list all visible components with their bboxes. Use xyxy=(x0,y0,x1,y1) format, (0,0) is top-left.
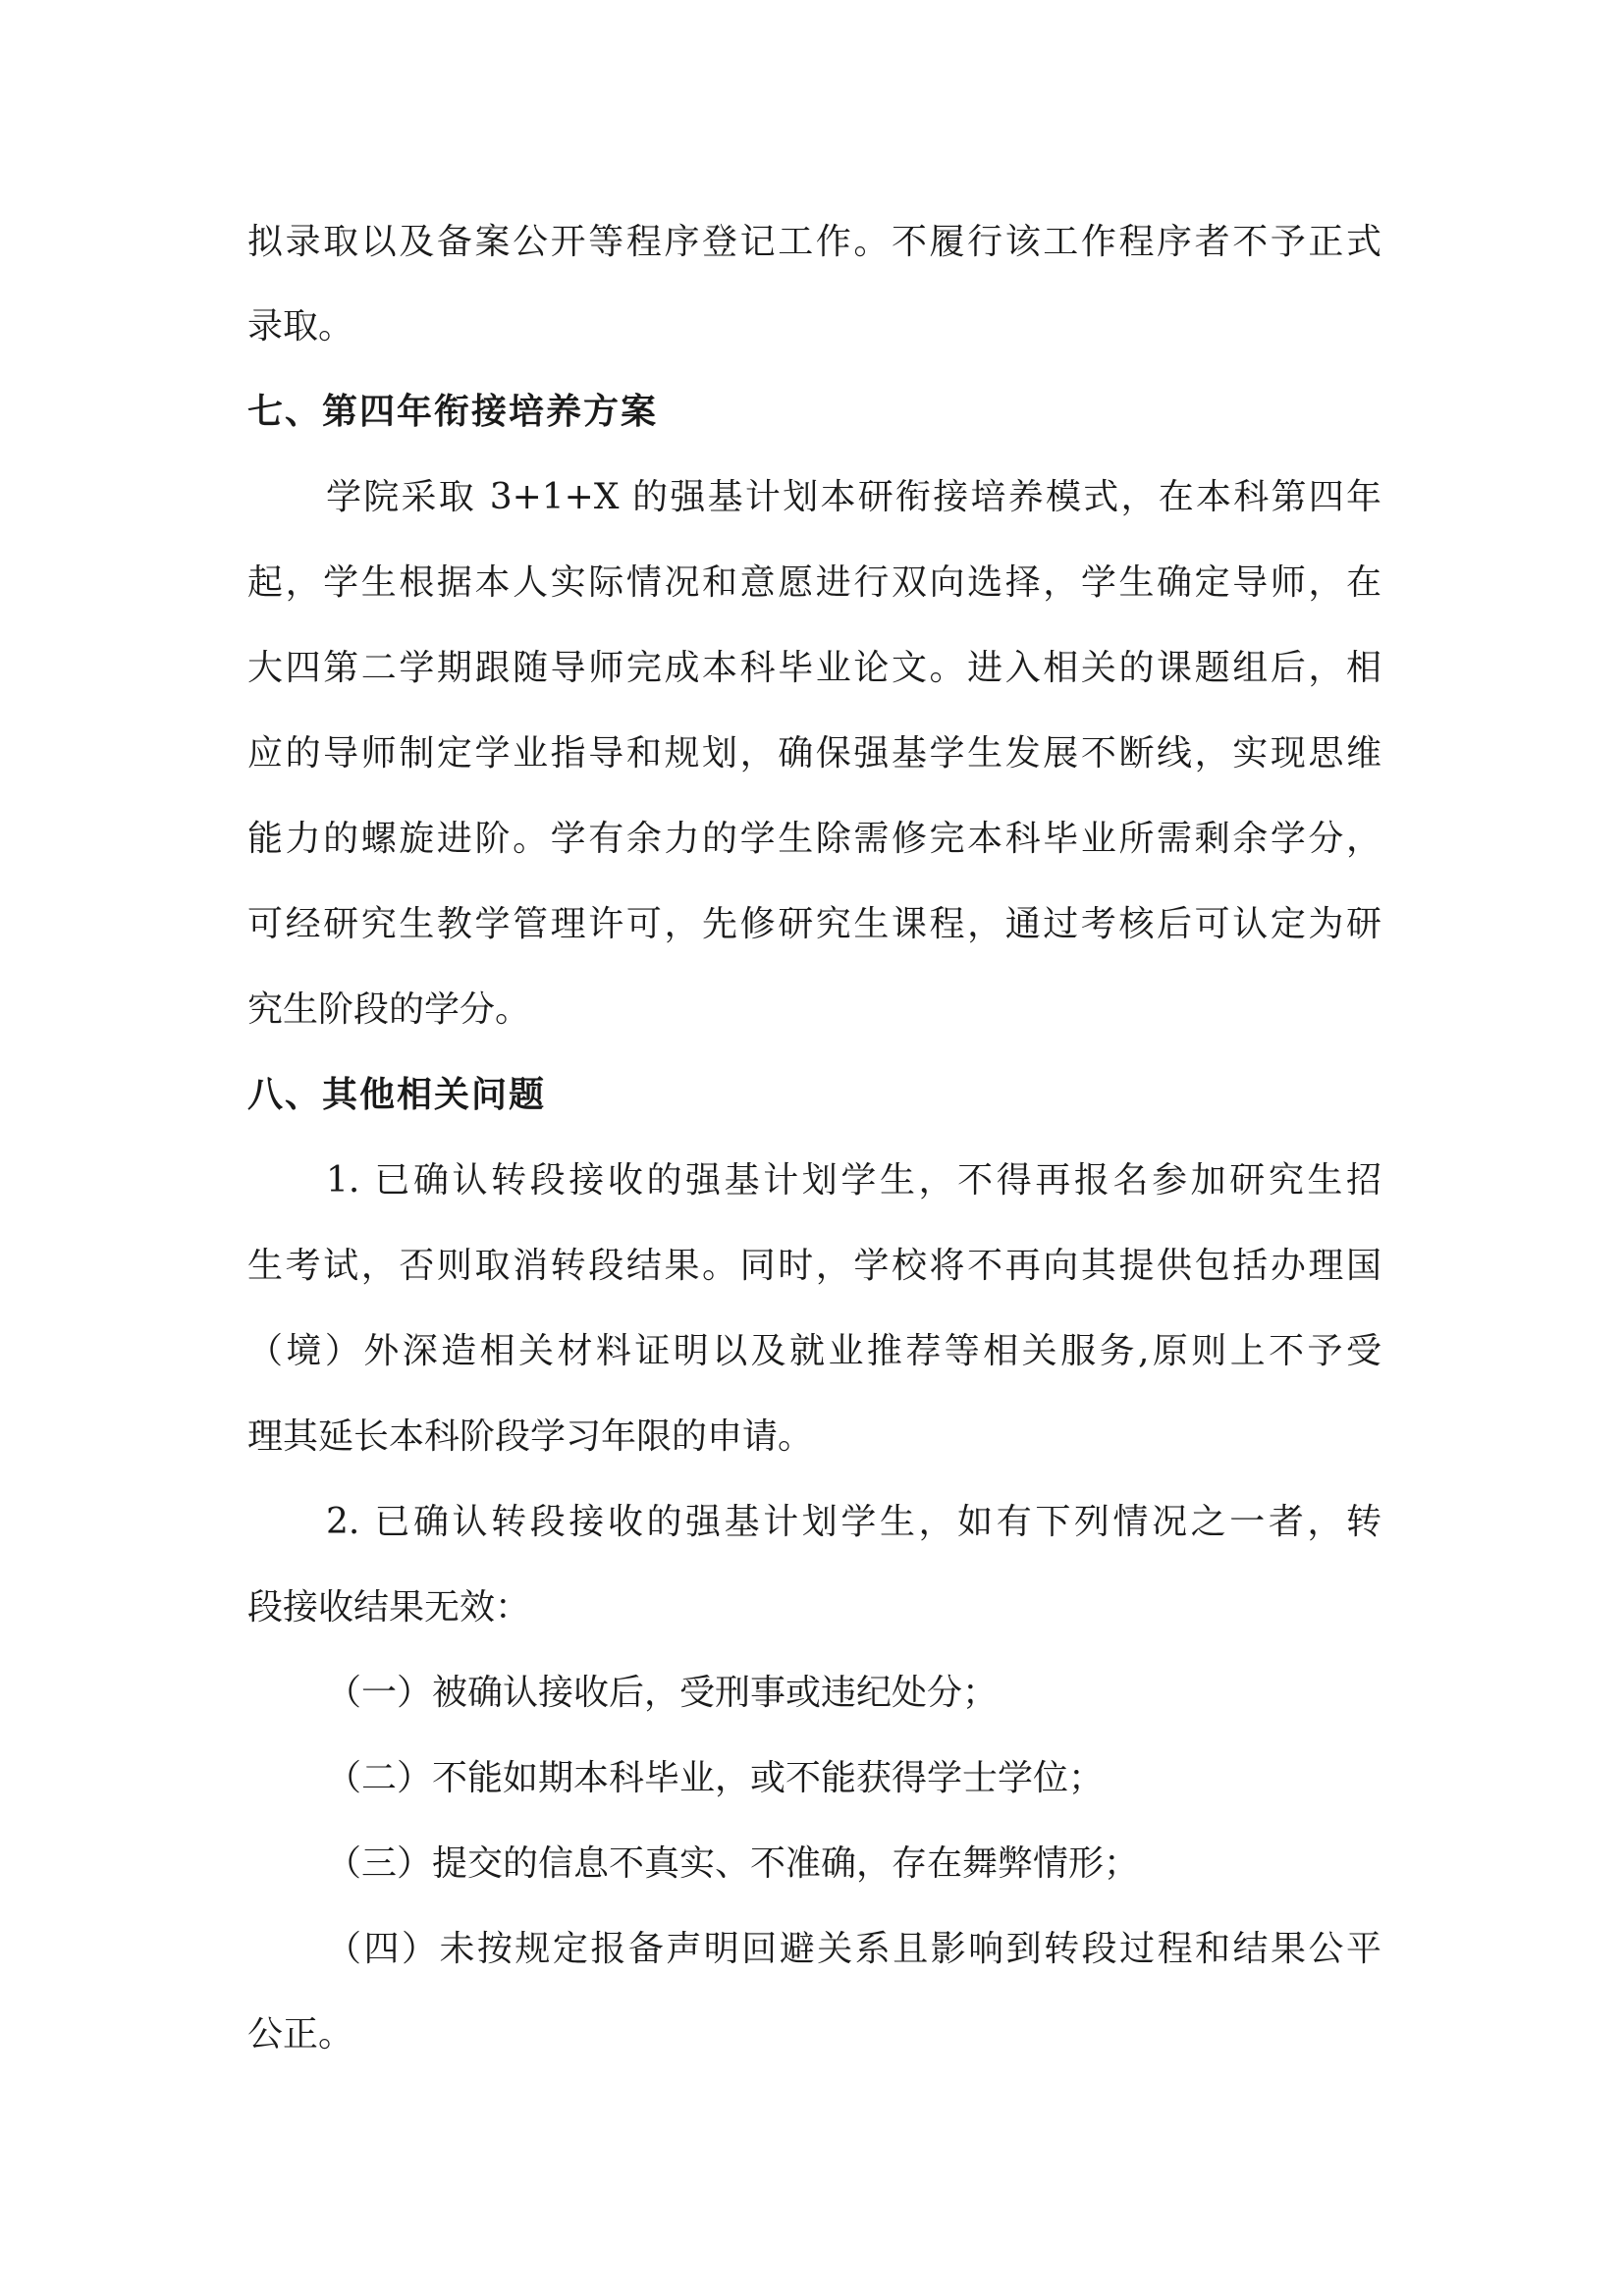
sub-item-4-line-2: 公正。 xyxy=(247,2014,354,2055)
intro-line-1: 拟录取以及备案公开等程序登记工作。不履行该工作程序者不予正式 xyxy=(247,222,1381,262)
sub-item-1: （一）被确认接收后，受刑事或违纪处分； xyxy=(326,1673,999,1713)
section-7-line-2: 起，学生根据本人实际情况和意愿进行双向选择，学生确定导师，在 xyxy=(247,562,1381,603)
section-8-item-1-line-2: 生考试，否则取消转段结果。同时，学校将不再向其提供包括办理国 xyxy=(247,1246,1381,1286)
section-8-item-2-line-2: 段接收结果无效： xyxy=(247,1587,531,1628)
section-8-heading: 八、其他相关问题 xyxy=(247,1075,547,1115)
section-7-line-7: 究生阶段的学分。 xyxy=(247,989,531,1030)
sub-item-2: （二）不能如期本科毕业，或不能获得学士学位； xyxy=(326,1758,1105,1798)
section-8-item-1-line-1: 1. 已确认转段接收的强基计划学生，不得再报名参加研究生招 xyxy=(326,1160,1381,1201)
section-7-line-4: 应的导师制定学业指导和规划，确保强基学生发展不断线，实现思维 xyxy=(247,733,1381,774)
section-7-line-5: 能力的螺旋进阶。学有余力的学生除需修完本科毕业所需剩余学分， xyxy=(247,819,1381,859)
intro-line-2: 录取。 xyxy=(247,306,354,347)
section-8-item-1-line-4: 理其延长本科阶段学习年限的申请。 xyxy=(247,1416,814,1457)
section-7-line-1: 学院采取 3+1+X 的强基计划本研衔接培养模式，在本科第四年 xyxy=(326,477,1381,517)
section-7-line-3: 大四第二学期跟随导师完成本科毕业论文。进入相关的课题组后，相 xyxy=(247,648,1381,688)
section-7-line-6: 可经研究生教学管理许可，先修研究生课程，通过考核后可认定为研 xyxy=(247,904,1381,944)
section-7-heading: 七、第四年衔接培养方案 xyxy=(247,392,659,432)
section-8-item-2-line-1: 2. 已确认转段接收的强基计划学生，如有下列情况之一者，转 xyxy=(326,1502,1381,1542)
sub-item-3: （三）提交的信息不真实、不准确，存在舞弊情形； xyxy=(326,1843,1140,1884)
section-8-item-1-line-3: （境）外深造相关材料证明以及就业推荐等相关服务,原则上不予受 xyxy=(247,1331,1381,1371)
sub-item-4-line-1: （四）未按规定报备声明回避关系且影响到转段过程和结果公平 xyxy=(326,1929,1381,1969)
